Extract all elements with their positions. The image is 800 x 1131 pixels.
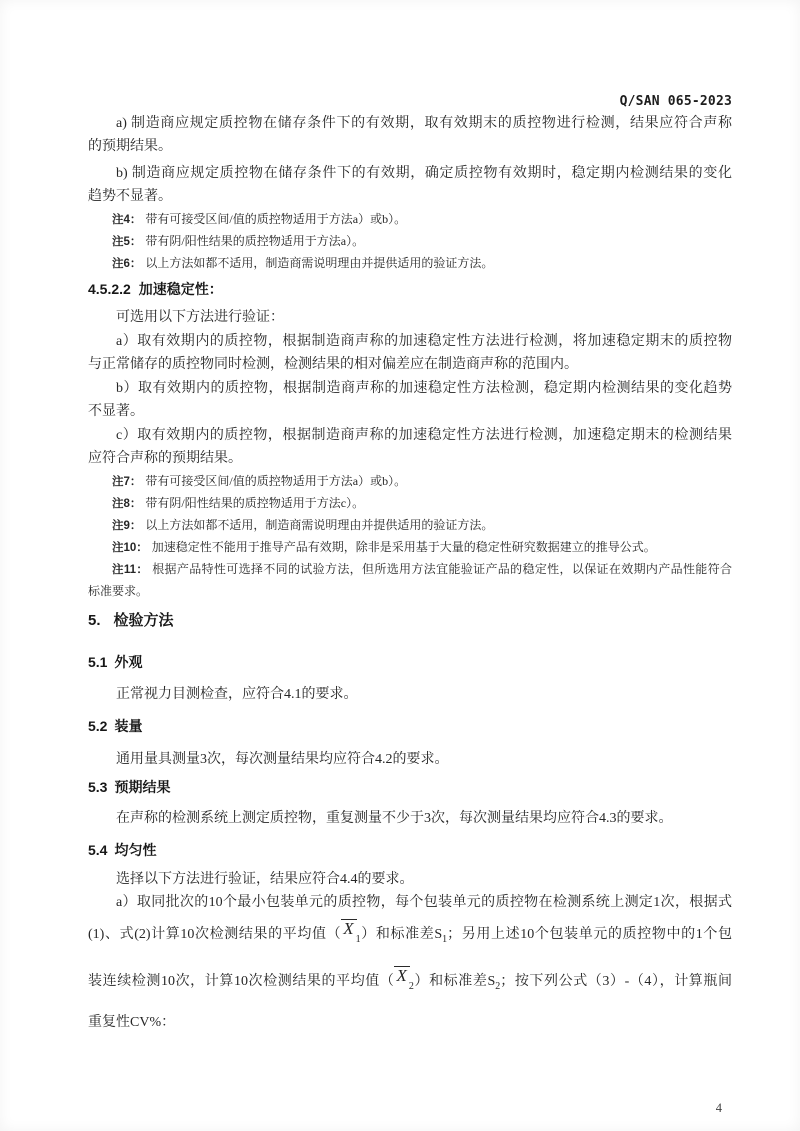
formula-text: ；按下列公式（3）-（4），计算瓶间 [500,973,732,989]
note-label: 注6： [112,258,142,270]
heading-5-1 [88,652,732,672]
subscript: 1 [442,933,448,945]
formula-text: 装连续检测10次，计算10次检测结果的平均值（ [88,973,395,989]
heading-label: 均匀性 [114,842,157,858]
note-line [88,537,732,559]
note-label: 注11： [112,564,149,576]
subscript: 1 [355,933,361,945]
note-line [88,515,732,537]
subscript: 2 [408,980,414,992]
formula-line [88,961,732,1008]
paragraph-line: 与正常储存的质控物同时检测，检测结果的相对偏差应在制造商声称的范围内。 [88,357,578,372]
formula-text: ）和标准差S [360,927,443,942]
formula-text: ）和标准差S [413,973,496,989]
note-text: 带有阴/阳性结果的质控物适用于方法c）。 [145,496,365,510]
subscript: 2 [495,980,501,992]
heading-label: 预期结果 [114,779,171,795]
paragraph-line: a）取同批次的10个最小包装单元的质控物，每个包装单元的质控物在检测系统上测定1次，根据式 [116,895,732,910]
note-label: 注4： [112,214,142,226]
note-text: 以上方法如都不适用，制造商需说明理由并提供适用的验证方法。 [145,256,494,270]
note-text: 根据产品特性可选择不同的试验方法，但所选用方法宜能验证产品的稳定性，以保证在效期内产品性能符合 [152,562,732,576]
note-text: 带有可接受区间/值的质控物适用于方法a）或b）。 [145,212,407,226]
heading-number: 5. [88,612,101,629]
paragraph-line: b）取有效期内的质控物，根据制造商声称的加速稳定性方法检测，稳定期内检测结果的变化趋势 [116,381,732,396]
note-text: 带有可接受区间/值的质控物适用于方法a）或b）。 [145,474,407,488]
paragraph-line: 在声称的检测系统上测定质控物，重复测量不少于3次，每次测量结果均应符合4.3的要求。 [116,811,673,826]
heading-5-3 [88,777,732,797]
heading-4-5-2-2: 4.5.2.2 加速稳定性： [88,281,223,297]
note-label: 注10： [112,542,148,554]
formula-text: (1)、式(2)计算10次检测结果的平均值（ [88,927,342,942]
note-text: 带有阴/阳性结果的质控物适用于方法a）。 [145,234,365,248]
heading-number: 5.2 [88,718,108,734]
heading-number: 5.3 [88,779,108,795]
formula-text: ；另用上述10个包装单元的质控物中的1个包 [447,927,733,942]
paragraph-line: 不显著。 [88,404,144,419]
paragraph-line: 趋势不显著。 [88,189,172,204]
document-code: Q/SAN 065-2023 [619,94,732,109]
paragraph-line: 重复性CV%： [88,1014,176,1030]
formula-line [88,914,732,961]
note-line [88,493,732,515]
heading-label: 检验方法 [113,612,174,629]
paragraph-line: a) 制造商应规定质控物在储存条件下的有效期，取有效期末的质控物进行检测，结果应符合声称 [116,116,732,131]
page-number: 4 [715,1101,722,1115]
note-text: 加速稳定性不能用于推导产品有效期，除非是采用基于大量的稳定性研究数据建立的推导公式。 [151,540,656,554]
note-line [88,209,732,231]
note-line [88,471,732,493]
paragraph-line: a）取有效期内的质控物，根据制造商声称的加速稳定性方法进行检测，将加速稳定期末的质控物 [116,334,732,349]
paragraph-line: b) 制造商应规定质控物在储存条件下的有效期，确定质控物有效期时，稳定期内检测结果的变化 [116,166,732,181]
heading-5 [88,610,732,632]
heading-number: 5.4 [88,842,108,858]
note-line [88,559,732,581]
xbar-base: X [341,919,356,936]
xbar-symbol [394,965,414,992]
paragraph-line: 正常视力目测检查，应符合4.1的要求。 [116,687,358,702]
note-line [88,231,732,253]
xbar-base: X [394,966,409,983]
paragraph-line: 应符合声称的预期结果。 [88,451,242,466]
xbar-symbol [341,919,361,945]
note-label: 注5： [112,236,142,248]
paragraph-line: 可选用以下方法进行验证： [116,310,284,325]
heading-number: 5.1 [88,654,108,670]
note-line: 标准要求。 [88,584,149,598]
note-label: 注7： [112,476,142,488]
paragraph-line: c）取有效期内的质控物，根据制造商声称的加速稳定性方法进行检测，加速稳定期末的检测结果 [116,428,732,443]
text-column [88,95,732,1038]
heading-5-2 [88,716,732,736]
note-label: 注9： [112,520,142,532]
paragraph-line: 的预期结果。 [88,139,172,154]
note-label: 注8： [112,498,142,510]
paragraph-line: 选择以下方法进行验证，结果应符合4.4的要求。 [116,872,414,887]
paragraph-line: 通用量具测量3次，每次测量结果均应符合4.2的要求。 [116,752,449,767]
heading-label: 装量 [114,718,143,734]
note-line [88,253,732,275]
note-text: 以上方法如都不适用，制造商需说明理由并提供适用的验证方法。 [145,518,494,532]
heading-label: 外观 [114,654,143,670]
heading-5-4 [88,840,732,860]
